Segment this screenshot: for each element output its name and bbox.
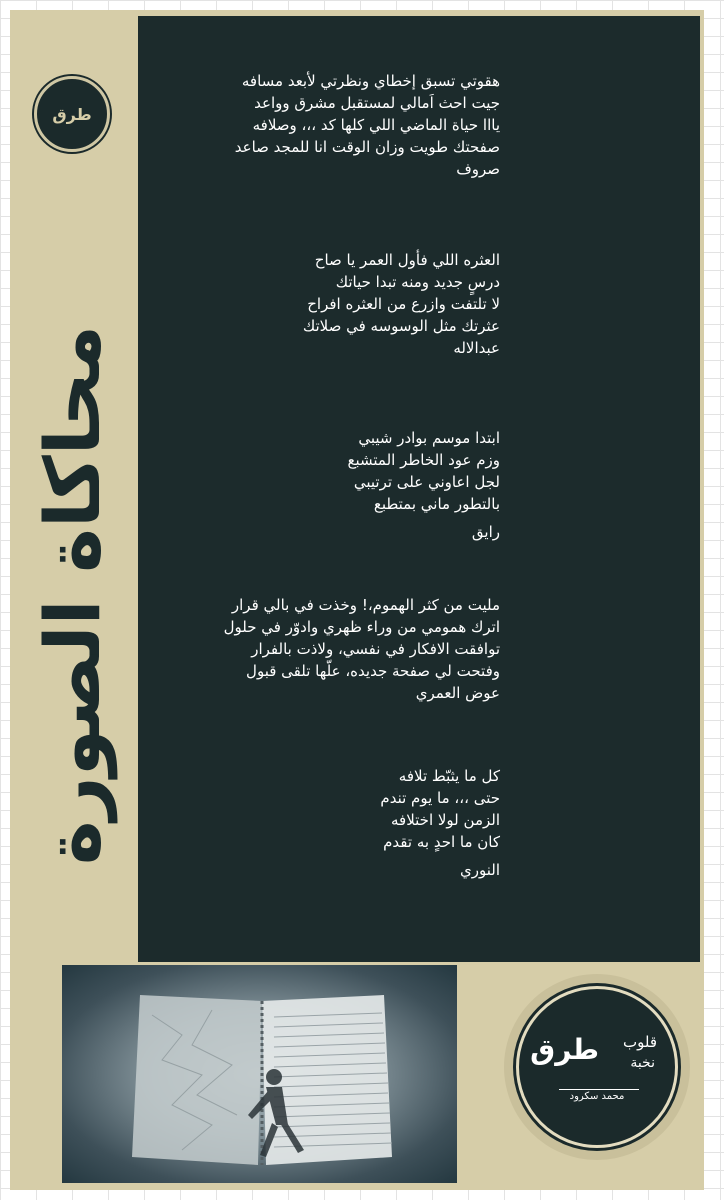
notebook-photo [62,965,457,1183]
stanza-line: هقوتي تسبق إخطاي ونظرتي لأبعد مسافه [241,72,500,90]
stanza-line: وزم عود الخاطر المتشبع [347,451,500,469]
stanza-5 [380,765,500,881]
stanza-line: مليت من كثر الهموم،! وخذت في بالي قرار [231,596,500,614]
stanza-line: اترك همومي من وراء ظهري وادوّر في حلول [223,618,500,636]
poem-panel [138,16,700,962]
stanza-line: كان ما احدٍ به تقدم [383,833,500,851]
stanza-line: صفحتك طويت وزان الوقت انا للمجد صاعد [234,138,500,156]
stanza-author: عبدالاله [453,339,500,357]
badge-monogram: طرق [530,1033,599,1066]
stanza-author: رايق [471,523,500,541]
stanza-author: عوض العمري [415,684,500,702]
badge-inner [516,986,678,1148]
stanza-author: النوري [460,861,500,879]
frame [10,10,704,1190]
stanza-line: حتى ،،، ما يوم تندم [380,789,500,807]
stanza-line: لا تلتفت وازرع من العثره افراح [307,295,500,313]
stanza-line: العثره اللي فأول العمر يا صاح [314,251,500,269]
stanza-4 [224,594,500,704]
badge-sub: نخبة [630,1055,655,1071]
badge-author: محمد سكرود [569,1091,625,1102]
stanza-line: لجل اعاوني على ترتيبي [353,473,500,491]
side-logo [34,76,110,152]
stanza-line: جيت احث اَمالي لمستقبل مشرق وواعد [254,94,500,112]
stanza-author: صروف [456,160,500,178]
stanza-line: درسٍ جديد ومنه تبدا حياتك [335,273,500,291]
stanza-line: يااا حياة الماضي اللي كلها كد ،،، وصلافه [252,116,500,134]
stanza-1 [235,70,500,180]
badge-name: قلوب [622,1033,657,1051]
stanza-line: عثرتك مثل الوسوسه في صلاتك [302,317,500,335]
stanza-line: ابتدا موسم بوادر شيبي [358,429,500,447]
stanza-line: توافقت الافكار في نفسي، ولاذت بالفرار [251,640,500,658]
stanza-line: كل ما يثبّط تلافه [398,767,500,785]
stanza-3 [348,427,501,543]
side-title: محاكاة الصورة [27,324,117,866]
stanza-line: بالتطور ماني بمتطبع [373,495,500,513]
badge-logo [504,974,690,1160]
side-logo-text: طرق [52,104,92,124]
badge-divider [559,1089,639,1090]
notebook-illustration [62,965,457,1183]
stanza-line: وفتحت لي صفحة جديده، علّها تلقى قبول [246,662,500,680]
stanza-line: الزمن لولا اختلافه [390,811,500,829]
stanza-2 [303,249,500,359]
